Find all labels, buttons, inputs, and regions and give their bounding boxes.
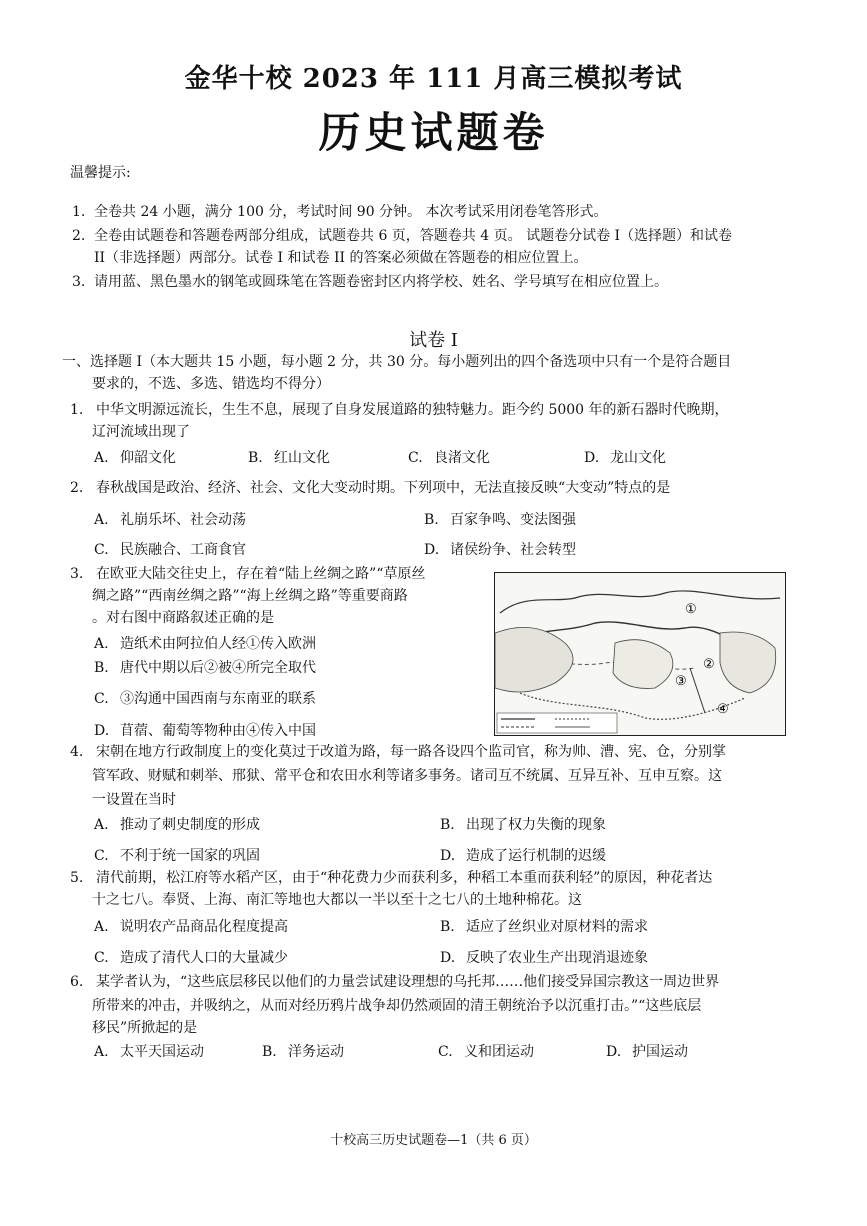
map-marker: ② bbox=[703, 657, 715, 672]
map-marker: ③ bbox=[675, 674, 687, 689]
question-2: 2. 春秋战国是政治、经济、社会、文化大变动时期。下列项中，无法直接反映“大变动”特点的是 bbox=[70, 480, 671, 496]
map-marker: ④ bbox=[717, 702, 729, 717]
option-d[interactable]: D. 苜蓿、葡萄等物种由④传入中国 bbox=[94, 723, 316, 739]
question-4-cont: 一设置在当时 bbox=[92, 792, 176, 808]
option-b[interactable]: B. 洋务运动 bbox=[262, 1044, 344, 1060]
question-5-cont: 十之七八。奉贤、上海、南汇等地也大都以一半以至十之七八的土地种棉花。这 bbox=[92, 892, 582, 908]
section-instruction: 一、选择题 I（本大题共 15 小题，每小题 2 分，共 30 分。每小题列出的四个备选项中只有一个是符合题目 bbox=[62, 354, 732, 370]
notice-heading: 温馨提示: bbox=[70, 165, 131, 181]
option-d[interactable]: D. 反映了农业生产出现消退迹象 bbox=[440, 950, 648, 966]
exam-subtitle: 历史试题卷 bbox=[318, 108, 549, 157]
option-c[interactable]: C. 民族融合、工商食官 bbox=[94, 542, 246, 558]
option-b[interactable]: B. 百家争鸣、变法图强 bbox=[424, 512, 576, 528]
page-footer: 十校高三历史试题卷—1（共 6 页） bbox=[330, 1133, 537, 1148]
notice-item: 2. 全卷由试题卷和答题卷两部分组成，试题卷共 6 页，答题卷共 4 页。 试题卷分试卷 I（选择题）和试卷 bbox=[72, 228, 733, 244]
question-1: 1. 中华文明源远流长，生生不息，展现了自身发展道路的独特魅力。距今约 5000 年的新石器时代晚期， bbox=[70, 402, 729, 418]
question-3: 3. 在欧亚大陆交往史上，存在着“陆上丝绸之路”“草原丝 bbox=[70, 566, 426, 582]
option-a[interactable]: A. 说明农产品商品化程度提高 bbox=[94, 919, 288, 935]
silk-road-map bbox=[494, 572, 786, 736]
question-4-cont: 管军政、财赋和刺举、邢狱、常平仓和农田水利等诸多事务。诸司互不统属、互异互补、互申互察。这 bbox=[92, 768, 722, 784]
notice-item-cont: II（非选择题）两部分。试卷 I 和试卷 II 的答案必须做在答题卷的相应位置上。 bbox=[94, 250, 588, 266]
option-c[interactable]: C. 义和团运动 bbox=[438, 1044, 534, 1060]
option-b[interactable]: B. 出现了权力失衡的现象 bbox=[440, 817, 606, 833]
question-6-cont: 移民”所掀起的是 bbox=[92, 1020, 198, 1036]
question-6-cont: 所带来的冲击，并吸纳之，从而对经历鸦片战争却仍然顽固的清王朝统治予以沉重打击。”“这些底层 bbox=[92, 998, 702, 1014]
notice-item: 3. 请用蓝、黑色墨水的钢笔或圆珠笔在答题卷密封区内将学校、姓名、学号填写在相应位置上。 bbox=[72, 274, 668, 290]
question-6: 6. 某学者认为，“这些底层移民以他们的力量尝试建设理想的乌托邦……他们接受异国宗教这一周边世界 bbox=[70, 974, 720, 990]
option-d[interactable]: D. 龙山文化 bbox=[584, 450, 666, 466]
question-3-cont: 绸之路”“西南丝绸之路”“海上丝绸之路”等重要商路 bbox=[92, 588, 408, 604]
option-c[interactable]: C. 不利于统一国家的巩固 bbox=[94, 848, 260, 864]
question-1-cont: 辽河流域出现了 bbox=[92, 424, 190, 440]
question-5: 5. 清代前期，松江府等水稻产区，由于“种花费力少而获利多，种稻工本重而获利轻”的原因，种花者达 bbox=[70, 870, 713, 886]
section-title: 试卷 I bbox=[409, 330, 458, 351]
exam-title: 金华十校 2023 年 111 月高三模拟考试 bbox=[184, 64, 683, 94]
option-a[interactable]: A. 推动了刺史制度的形成 bbox=[94, 817, 260, 833]
question-3-cont: 。对右图中商路叙述正确的是 bbox=[92, 610, 274, 626]
option-b[interactable]: B. 红山文化 bbox=[248, 450, 330, 466]
section-instruction-cont: 要求的，不选、多选、错选均不得分） bbox=[92, 376, 330, 392]
option-b[interactable]: B. 唐代中期以后②被④所完全取代 bbox=[94, 660, 316, 676]
option-b[interactable]: B. 适应了丝织业对原材料的需求 bbox=[440, 919, 648, 935]
option-a[interactable]: A. 太平天国运动 bbox=[94, 1044, 204, 1060]
option-c[interactable]: C. 良渚文化 bbox=[408, 450, 490, 466]
option-d[interactable]: D. 诸侯纷争、社会转型 bbox=[424, 542, 576, 558]
option-c[interactable]: C. 造成了清代人口的大量减少 bbox=[94, 950, 288, 966]
option-c[interactable]: C. ③沟通中国西南与东南亚的联系 bbox=[94, 691, 316, 707]
option-a[interactable]: A. 礼崩乐坏、社会动荡 bbox=[94, 512, 246, 528]
option-a[interactable]: A. 仰韶文化 bbox=[94, 450, 176, 466]
question-4: 4. 宋朝在地方行政制度上的变化莫过于改道为路，每一路各设四个监司官，称为帅、漕、宪、仓，分别掌 bbox=[70, 744, 726, 760]
option-d[interactable]: D. 护国运动 bbox=[606, 1044, 688, 1060]
map-marker: ① bbox=[685, 602, 697, 617]
option-a[interactable]: A. 造纸术由阿拉伯人经①传入欧洲 bbox=[94, 636, 316, 652]
notice-item: 1. 全卷共 24 小题，满分 100 分，考试时间 90 分钟。 本次考试采用闭卷笔答形式。 bbox=[72, 204, 608, 220]
option-d[interactable]: D. 造成了运行机制的迟缓 bbox=[440, 848, 606, 864]
map-drawing bbox=[495, 573, 785, 735]
